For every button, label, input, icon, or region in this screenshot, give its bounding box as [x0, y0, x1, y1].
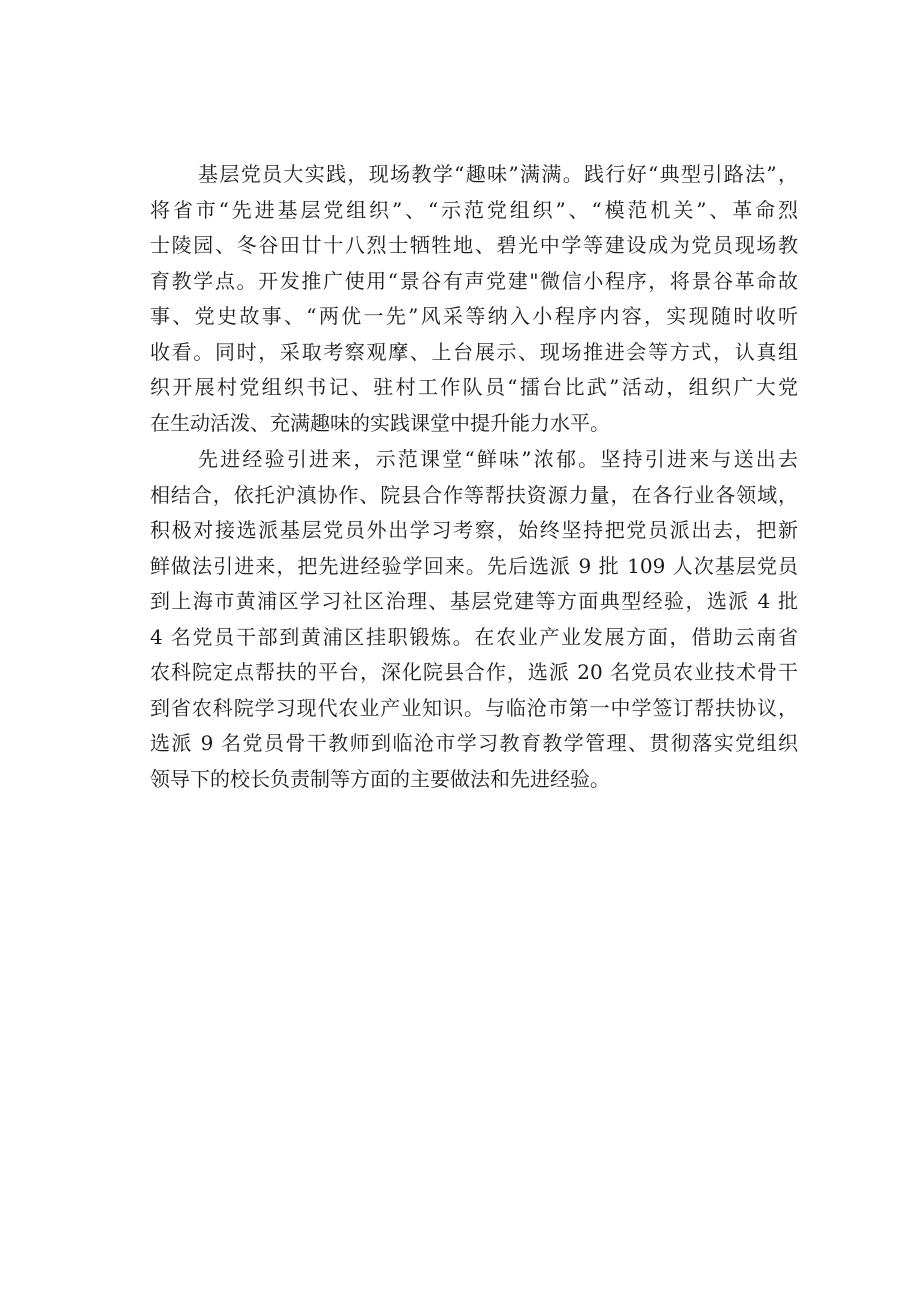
paragraph-line: 在生动活泼、充满趣味的实践课堂中提升能力水平。 — [150, 410, 610, 435]
paragraph-line: 领导下的校长负责制等方面的主要做法和先进经验。 — [150, 766, 610, 791]
paragraph-line: 4 名党员干部到黄浦区挂职锻炼。在农业产业发展方面，借助云南省 — [150, 624, 798, 649]
paragraph-advanced-experience — [150, 442, 798, 797]
paragraph-line: 收看。同时，采取考察观摩、上台展示、现场推进会等方式，认真组 — [150, 339, 798, 364]
document-body — [150, 157, 798, 797]
paragraph-line: 鲜做法引进来，把先进经验学回来。先后选派 9 批 109 人次基层党员 — [150, 553, 798, 578]
paragraph-line: 育教学点。开发推广使用“景谷有声党建"微信小程序，将景谷革命故 — [150, 268, 798, 293]
paragraph-line: 农科院定点帮扶的平台，深化院县合作，选派 20 名党员农业技术骨干 — [150, 660, 798, 684]
paragraph-line: 织开展村党组织书记、驻村工作队员“擂台比武”活动，组织广大党 — [150, 375, 798, 399]
paragraph-basic-practice — [150, 157, 798, 441]
paragraph-line: 到上海市黄浦区学习社区治理、基层党建等方面典型经验，选派 4 批 — [150, 589, 798, 613]
paragraph-line: 基层党员大实践，现场教学“趣味”满满。践行好“典型引路法”， — [198, 162, 798, 186]
paragraph-line: 将省市“先进基层党组织”、“示范党组织”、“模范机关”、革命烈 — [150, 197, 798, 222]
paragraph-line: 士陵园、冬谷田廿十八烈士牺牲地、碧光中学等建设成为党员现场教 — [150, 233, 798, 257]
paragraph-line: 相结合，依托沪滇协作、院县合作等帮扶资源力量，在各行业各领域， — [150, 482, 798, 507]
paragraph-line: 事、党史故事、“两优一先”风采等纳入小程序内容，实现随时收听 — [150, 304, 798, 328]
paragraph-line: 先进经验引进来，示范课堂“鲜味”浓郁。坚持引进来与送出去 — [198, 447, 798, 471]
paragraph-line: 选派 9 名党员骨干教师到临沧市学习教育教学管理、贯彻落实党组织 — [150, 731, 798, 755]
paragraph-line: 到省农科院学习现代农业产业知识。与临沧市第一中学签订帮扶协议， — [150, 695, 798, 720]
paragraph-line: 积极对接选派基层党员外出学习考察，始终坚持把党员派出去，把新 — [150, 518, 798, 542]
